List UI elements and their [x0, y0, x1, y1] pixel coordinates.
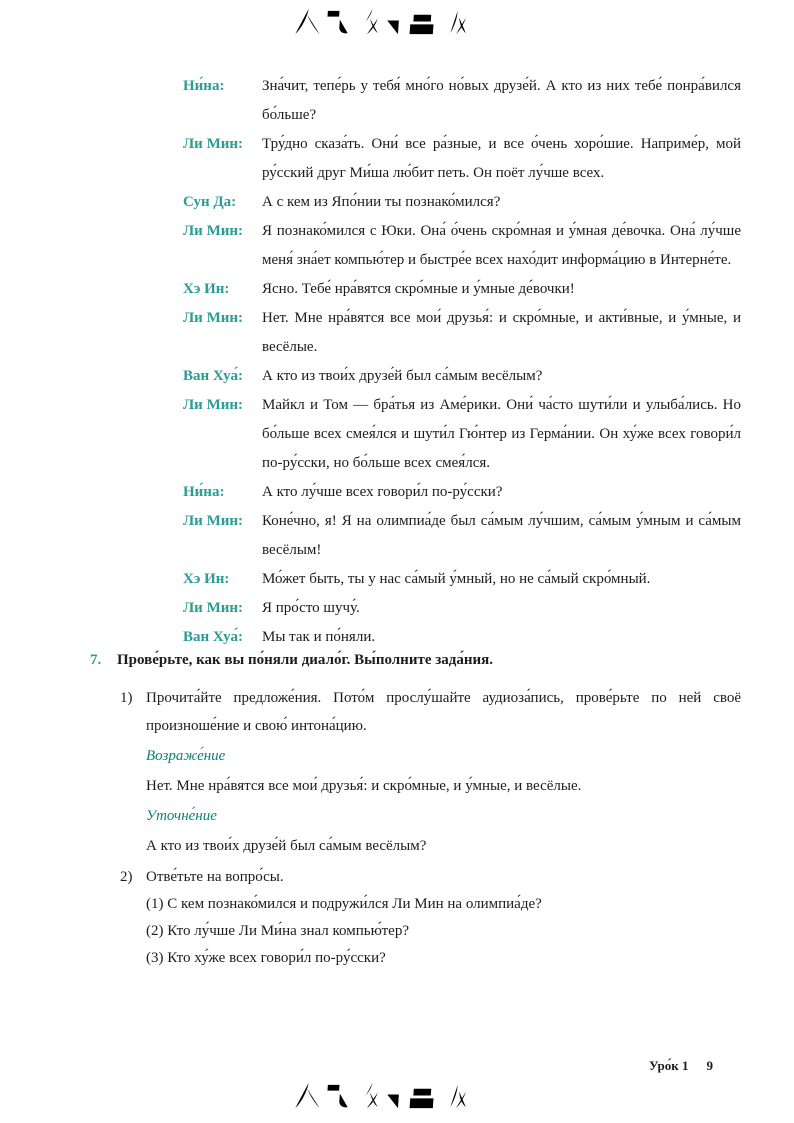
dialogue-line: [183, 362, 741, 391]
speaker-name: Ли Мин:: [183, 600, 244, 616]
page-footer: [649, 1058, 713, 1074]
exercise-heading: [90, 646, 741, 674]
utterance-text: Я про́сто шучу́.: [262, 600, 360, 616]
utterance-text: А с кем из Япо́нии ты познако́мился?: [262, 194, 501, 210]
task-item: [90, 863, 741, 891]
dialogue-line: [183, 565, 741, 594]
utterance-text: Мы так и по́няли.: [262, 629, 376, 645]
question-item: (1) С кем познако́мился и подружи́лся Ли Мин на олимпиа́де?: [146, 896, 542, 912]
page-number: 9: [706, 1058, 713, 1073]
dialogue-line: [183, 304, 741, 362]
example-heading-clarification: Уточне́ние: [146, 808, 217, 824]
dialogue-block: [183, 72, 741, 652]
task-number: 2): [120, 869, 133, 885]
lesson-label: Уро́к 1: [649, 1058, 689, 1073]
dialogue-line: [183, 391, 741, 478]
speaker-name: Ли Мин:: [183, 223, 244, 239]
speaker-name: Ван Хуа́:: [183, 368, 243, 384]
speaker-name: Хэ Ин:: [183, 281, 230, 297]
dialogue-line: [183, 188, 741, 217]
example-heading-objection: Возраже́ние: [146, 748, 226, 764]
utterance-text: Нет. Мне нра́вятся все мои́ друзья́: и скро́мные, и акти́вные, и у́мные, и весёлые.: [262, 310, 741, 355]
exercise-section: [90, 646, 741, 972]
exercise-title: Прове́рьте, как вы по́няли диало́г. Вы́полните зада́ния.: [117, 652, 494, 668]
question-item: (2) Кто лу́чше Ли Ми́на знал компью́тер?: [146, 923, 409, 939]
task-text: Отве́тьте на вопро́сы.: [146, 869, 284, 885]
utterance-text: Майкл и Том — бра́тья из Аме́рики. Они́ ча́сто шути́ли и улыба́лись. Но бо́льше всех смея́лся и шути́л Гю́нтер из Герма́нии. Он ху́же всех говори́л по-ру́сски, но бо́льше всех смея́лся.: [262, 397, 741, 471]
utterance-text: Я познако́мился с Юки. Она́ о́чень скро́мная и у́мная де́вочка. Она́ лу́чше меня́ зна́ет компью́тер и быстре́е всех нахо́дит информа́цию в Интерне́те.: [262, 223, 741, 268]
utterance-text: А кто лу́чше всех говори́л по-ру́сски?: [262, 484, 503, 500]
example-sentence: А кто из твои́х друзе́й был са́мым весёлым?: [146, 838, 427, 854]
example-sentence: Нет. Мне нра́вятся все мои́ друзья́: и скро́мные, и у́мные, и весёлые.: [146, 778, 582, 794]
task-text: Прочита́йте предложе́ния. Пото́м прослу́шайте аудиоза́пись, прове́рьте по ней своё произноше́ние и свою́ интона́цию.: [146, 690, 741, 734]
utterance-text: А кто из твои́х друзе́й был са́мым весёлым?: [262, 368, 543, 384]
dialogue-line: [183, 594, 741, 623]
dialogue-line: [183, 217, 741, 275]
utterance-text: Коне́чно, я! Я на олимпиа́де был са́мым лу́чшим, са́мым у́мным и са́мым весёлым!: [262, 513, 741, 558]
speaker-name: Ван Хуа́:: [183, 629, 243, 645]
speaker-name: Ли Мин:: [183, 397, 244, 413]
peoples-education-press-logo-icon: [291, 6, 503, 37]
question-item: (3) Кто ху́же всех говори́л по-ру́сски?: [146, 950, 386, 966]
dialogue-line: [183, 275, 741, 304]
speaker-name: Сун Да:: [183, 194, 237, 210]
speaker-name: Ни́на:: [183, 78, 225, 94]
utterance-text: Зна́чит, тепе́рь у тебя́ мно́го но́вых друзе́й. А кто из них тебе́ понра́вился бо́льше?: [262, 78, 741, 123]
speaker-name: Ли Мин:: [183, 513, 244, 529]
dialogue-line: [183, 130, 741, 188]
utterance-text: Ясно. Тебе́ нра́вятся скро́мные и у́мные де́вочки!: [262, 281, 575, 297]
speaker-name: Хэ Ин:: [183, 571, 230, 587]
utterance-text: Мо́жет быть, ты у нас са́мый у́мный, но не са́мый скро́мный.: [262, 571, 651, 587]
speaker-name: Ли Мин:: [183, 310, 244, 326]
task-number: 1): [120, 690, 133, 706]
speaker-name: Ли Мин:: [183, 136, 244, 152]
dialogue-line: [183, 478, 741, 507]
task-item: [90, 684, 741, 740]
exercise-number: 7.: [90, 652, 102, 668]
publisher-logo-bottom: [291, 1080, 503, 1111]
publisher-logo-top: [291, 6, 503, 37]
dialogue-line: [183, 507, 741, 565]
speaker-name: Ни́на:: [183, 484, 225, 500]
peoples-education-press-logo-icon: [291, 1080, 503, 1111]
utterance-text: Тру́дно сказа́ть. Они́ все ра́зные, и все о́чень хоро́шие. Наприме́р, мой ру́сский друг Ми́ша лю́бит петь. Он поёт лу́чше всех.: [262, 136, 741, 181]
dialogue-line: [183, 72, 741, 130]
